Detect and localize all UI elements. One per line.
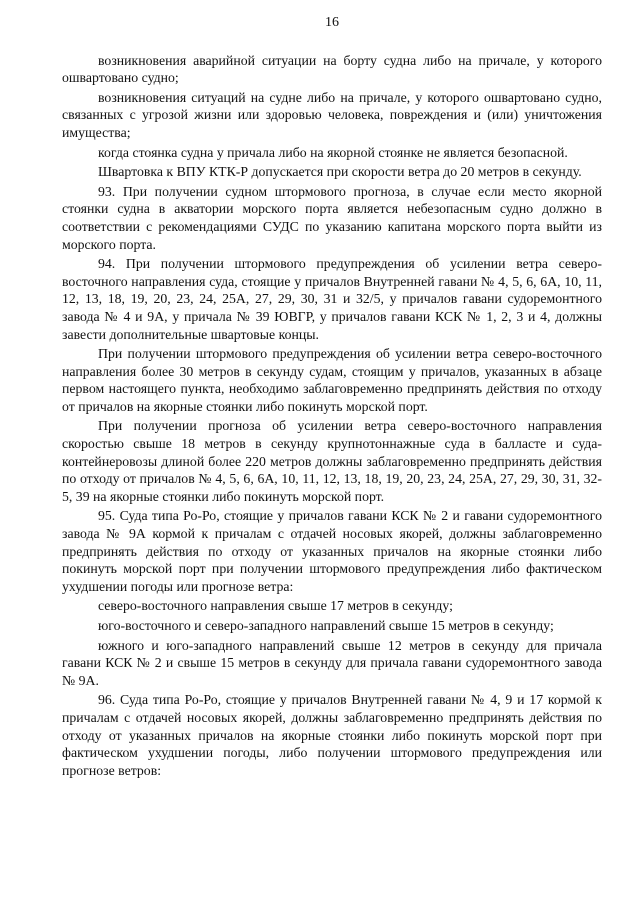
paragraph: При получении прогноза об усилении ветра северо-восточного направления скоростью свыше 18 метров в секунду крупнотоннажные суда в балласте и суда-контейнеровозы длиной более 220 метров должны заблаговременно предпринять действия по отходу от причалов № 4, 5, 6, 6А, 10, 11, 12, 13, 18, 19, 20, 23, 24, 25А, 27, 29, 30, 31, 32-5, 39 на якорные стоянки либо покинуть морской порт. (62, 418, 602, 504)
document-page (62, 14, 602, 781)
paragraph: При получении штормового предупреждения об усилении ветра северо-восточного направления более 30 метров в секунду судам, стоящим у причалов, указанных в абзаце первом настоящего пункта, необходимо заблаговременно предпринять действия по отходу от причалов на якорные стоянки либо покинуть морской порт. (62, 346, 602, 414)
clause-95: 95. Суда типа Ро-Ро, стоящие у причалов гавани КСК № 2 и гавани судоремонтного завода № 9А кормой к причалам с отдачей носовых якорей, должны заблаговременно предпринять действия по отходу от указанных причалов на якорные стоянки либо покинуть морской порт при получении штормового предупреждения либо фактическом ухудшении погоды или прогнозе ветра: (62, 508, 602, 594)
paragraph: возникновения ситуаций на судне либо на причале, у которого ошвартовано судно, связанных с угрозой жизни или здоровью человека, повреждения и (или) уничтожения имущества; (62, 89, 602, 140)
clause-94: 94. При получении штормового предупреждения об усилении ветра северо-восточного направления суда, стоящие у причалов Внутренней гавани № 4, 5, 6, 6А, 10, 11, 12, 13, 18, 19, 20, 23, 24, 25А, 27, 29, 30, 31 и 32/5, у причалов гавани судоремонтного завода № 4 и 9А, у причала № 39 ЮВГР, у причалов гавани КСК № 1, 2, 3 и 4, должны завести дополнительные швартовые концы. (62, 256, 602, 342)
body-text (62, 52, 602, 780)
page-number: 16 (325, 15, 339, 30)
paragraph: северо-восточного направления свыше 17 метров в секунду; (98, 598, 453, 614)
paragraph: Швартовка к ВПУ КТК-Р допускается при скорости ветра до 20 метров в секунду. (98, 164, 582, 180)
paragraph: юго-восточного и северо-западного направлений свыше 15 метров в секунду; (98, 618, 554, 633)
paragraph: возникновения аварийной ситуации на борту судна либо на причале, у которого ошвартовано судно; (62, 52, 602, 86)
paragraph: когда стоянка судна у причала либо на якорной стоянке не является безопасной. (98, 144, 568, 160)
clause-93: 93. При получении судном штормового прогноза, в случае если место якорной стоянки судна в акватории морского порта является небезопасным судно должно в соответствии с рекомендациями СУДС по указанию капитана морского порта выйти из морского порта. (62, 183, 602, 252)
clause-96: 96. Суда типа Ро-Ро, стоящие у причалов Внутренней гавани № 4, 9 и 17 кормой к причалам с отдачей носовых якорей, должны заблаговременно предпринять действия по отходу от указанных причалов на якорные стоянки либо покинуть морской порт при фактическом ухудшении погоды, либо получении штормового предупреждения или прогнозе ветров: (62, 692, 602, 778)
paragraph: южного и юго-западного направлений свыше 12 метров в секунду для причала гавани КСК № 2 и свыше 15 метров в секунду для причала гавани судоремонтного завода № 9А. (62, 637, 602, 688)
